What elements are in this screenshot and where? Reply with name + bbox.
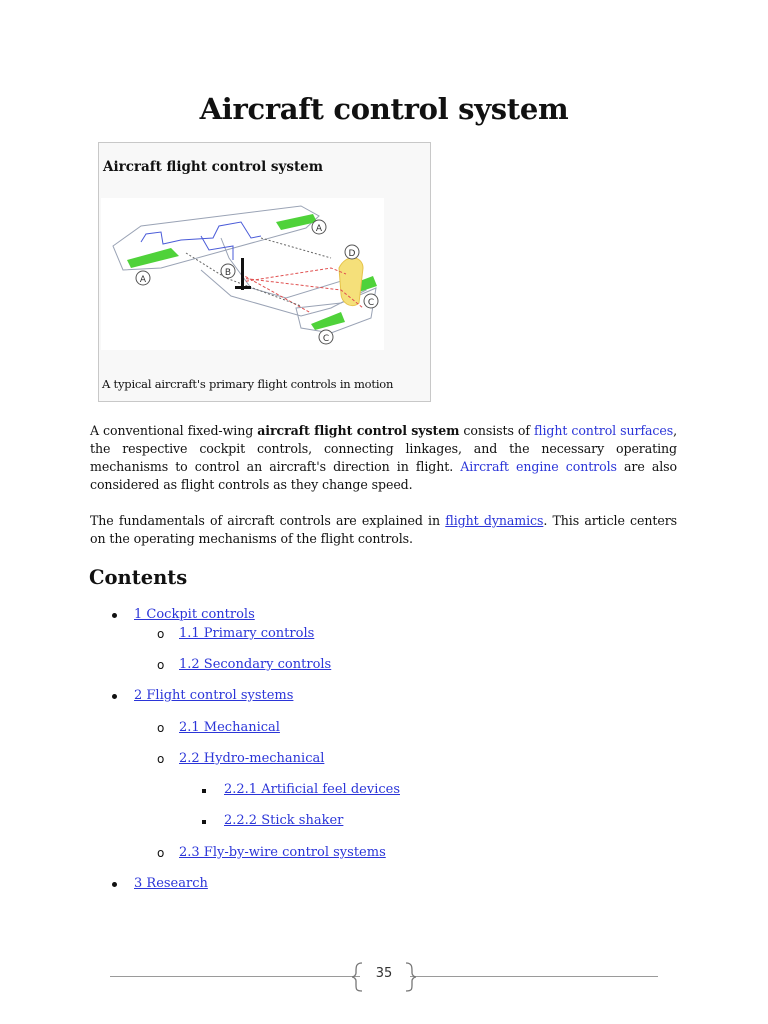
- footer-rule-left: [110, 976, 360, 977]
- fundamentals-paragraph: [90, 512, 677, 548]
- link-flight-dynamics[interactable]: flight dynamics: [445, 513, 544, 528]
- toc-item: [224, 813, 343, 828]
- svg-text:A: A: [139, 275, 147, 285]
- aircraft-diagram: [101, 198, 384, 350]
- text: , the respective cockpit controls, connecting linkages, and the necessary operating mechanisms to control an aircraft's direction in flight.: [90, 423, 677, 474]
- link-aircraft-engine-controls[interactable]: Aircraft engine controls: [460, 459, 617, 474]
- label-c-right: [364, 294, 378, 308]
- toc-link[interactable]: 1.2 Secondary controls: [179, 657, 332, 672]
- infobox-title: Aircraft flight control system: [103, 159, 324, 175]
- page-number: 35: [375, 966, 393, 981]
- toc-link[interactable]: 2 Flight control systems: [134, 688, 294, 703]
- text: are also considered as flight controls as they change speed.: [90, 459, 678, 492]
- infobox: [98, 142, 431, 402]
- toc-link[interactable]: 1 Cockpit controls: [134, 607, 255, 622]
- toc-item: [134, 607, 255, 622]
- rudder: [339, 258, 363, 306]
- bullet-square: [202, 789, 206, 793]
- toc-link[interactable]: 2.2 Hydro-mechanical: [179, 751, 325, 766]
- toc-link[interactable]: 2.1 Mechanical: [179, 720, 280, 735]
- text: consists of: [459, 423, 534, 438]
- label-a-right: [312, 220, 326, 234]
- contents-heading: Contents: [89, 566, 188, 589]
- toc-link[interactable]: 2.2.2 Stick shaker: [224, 813, 344, 828]
- toc-item: [179, 751, 324, 766]
- bullet-square: [202, 820, 206, 824]
- svg-text:C: C: [322, 334, 330, 344]
- label-a-left: [136, 271, 150, 285]
- link-flight-control-surfaces[interactable]: flight control surfaces: [533, 423, 674, 438]
- text: The fundamentals of aircraft controls are explained in: [90, 513, 446, 528]
- label-c-bottom: [319, 330, 333, 344]
- intro-paragraph: [90, 422, 677, 494]
- toc-item: [179, 657, 331, 672]
- text: A conventional fixed-wing: [90, 423, 258, 438]
- toc-item: [179, 720, 280, 735]
- toc-item: [224, 782, 400, 797]
- toc-link[interactable]: 2.2.1 Artificial feel devices: [224, 782, 400, 797]
- bullet-circle: o: [157, 658, 165, 672]
- page-title: Aircraft control system: [199, 92, 569, 126]
- toc-item: [134, 688, 293, 703]
- bullet-circle: o: [157, 846, 165, 860]
- bullet-circle: o: [157, 752, 165, 766]
- label-d: [345, 245, 359, 259]
- label-b: [221, 264, 235, 278]
- toc-item: [179, 845, 386, 860]
- bold-term: aircraft flight control system: [257, 423, 460, 438]
- svg-text:D: D: [348, 249, 356, 259]
- bullet-circle: o: [157, 721, 165, 735]
- bullet-disc: [112, 694, 117, 699]
- svg-text:B: B: [224, 268, 232, 278]
- footer-rule-right: [410, 976, 658, 977]
- control-stick: [241, 258, 244, 290]
- bullet-disc: [112, 613, 117, 618]
- toc-item: [134, 876, 208, 891]
- text: . This article centers on the operating mechanisms of the flight controls.: [90, 513, 677, 546]
- svg-text:C: C: [367, 298, 375, 308]
- toc-link[interactable]: 2.3 Fly-by-wire control systems: [179, 845, 386, 860]
- toc-item: [179, 626, 314, 641]
- bullet-circle: o: [157, 627, 165, 641]
- svg-text:A: A: [315, 224, 323, 234]
- aileron-right: [276, 214, 317, 230]
- elevator-left: [311, 312, 345, 330]
- toc-link[interactable]: 1.1 Primary controls: [179, 626, 315, 641]
- infobox-caption: A typical aircraft's primary flight controls in motion: [102, 377, 394, 391]
- toc-link[interactable]: 3 Research: [134, 876, 208, 891]
- bullet-disc: [112, 882, 117, 887]
